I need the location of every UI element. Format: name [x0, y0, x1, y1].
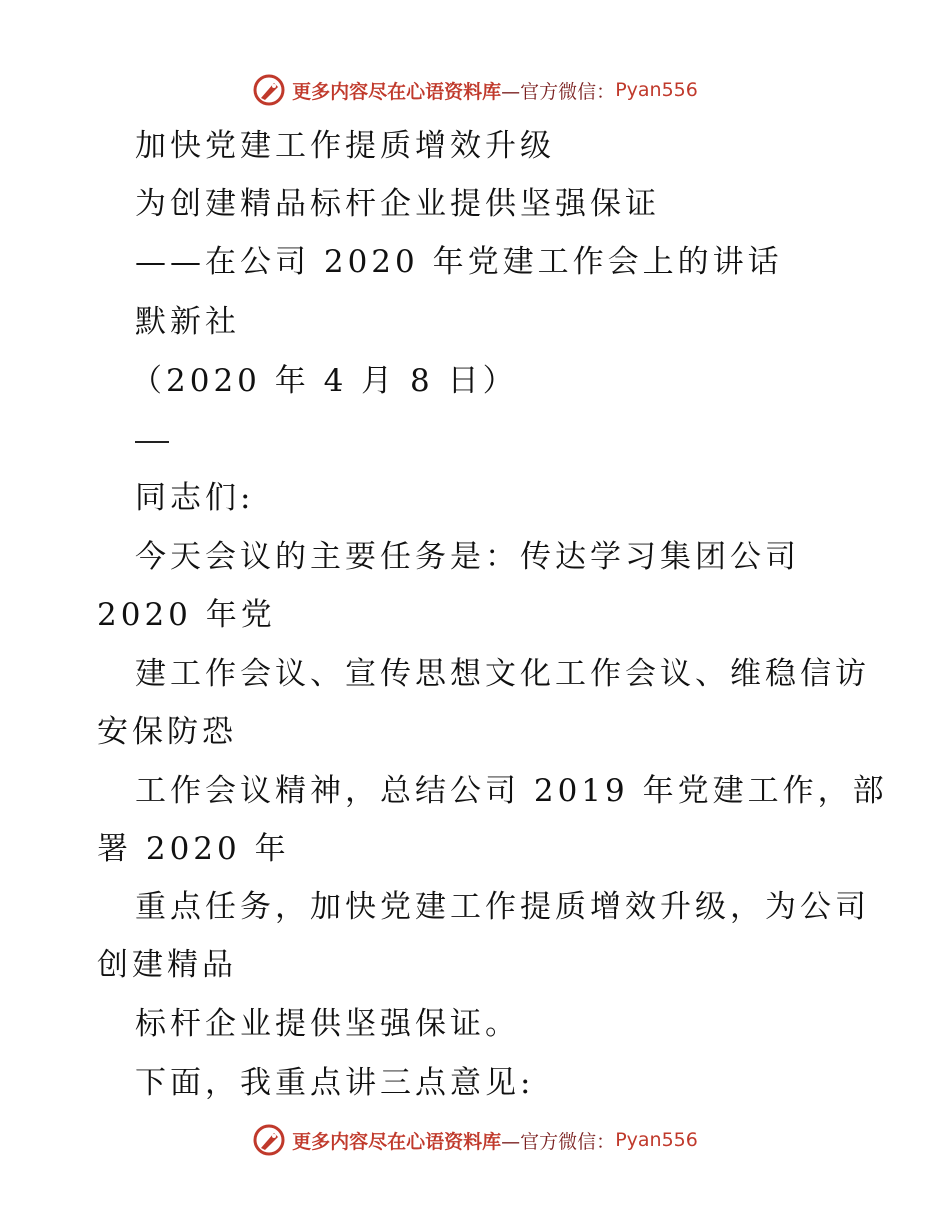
- title-line-2: 为创建精品标杆企业提供坚强保证: [135, 186, 660, 222]
- paragraph-line: 建工作会议、宣传思想文化工作会议、维稳信访: [135, 656, 870, 692]
- subtitle: ——在公司 2020 年党建工作会上的讲话: [135, 244, 783, 280]
- paragraph-line: 创建精品: [97, 947, 237, 983]
- watermark-separator-text: —官方微信：: [501, 1130, 616, 1153]
- watermark-wechat-id: Pyan556: [615, 79, 698, 101]
- paragraph-line: 署 2020 年: [97, 831, 290, 867]
- salutation: 同志们:: [135, 480, 255, 516]
- paragraph-line: 今天会议的主要任务是：传达学习集团公司: [135, 539, 800, 575]
- paragraph-line: 重点任务，加快党建工作提质增效升级，为公司: [135, 889, 870, 925]
- paragraph-line: 工作会议精神，总结公司 2019 年党建工作，部: [135, 773, 888, 809]
- paragraph-line: 标杆企业提供坚强保证。: [135, 1006, 520, 1042]
- fountain-pen-logo-icon: [252, 1123, 286, 1157]
- fountain-pen-logo-icon: [252, 73, 286, 107]
- paragraph-intro-points: 下面，我重点讲三点意见:: [135, 1065, 535, 1101]
- watermark-footer: [0, 1120, 950, 1160]
- title-line-1: 加快党建工作提质增效升级: [135, 128, 555, 164]
- watermark-main-text: 更多内容尽在心语资料库: [292, 1130, 502, 1153]
- watermark-wechat-id: Pyan556: [615, 1129, 698, 1151]
- section-divider: [135, 441, 169, 443]
- paragraph-line: 2020 年党: [97, 597, 276, 633]
- date: （2020 年 4 月 8 日）: [131, 363, 518, 399]
- author: 默新社: [135, 304, 240, 340]
- watermark-separator-text: —官方微信：: [501, 80, 616, 103]
- paragraph-line: 安保防恐: [97, 714, 237, 750]
- watermark-main-text: 更多内容尽在心语资料库: [292, 80, 502, 103]
- watermark-header: [0, 70, 950, 110]
